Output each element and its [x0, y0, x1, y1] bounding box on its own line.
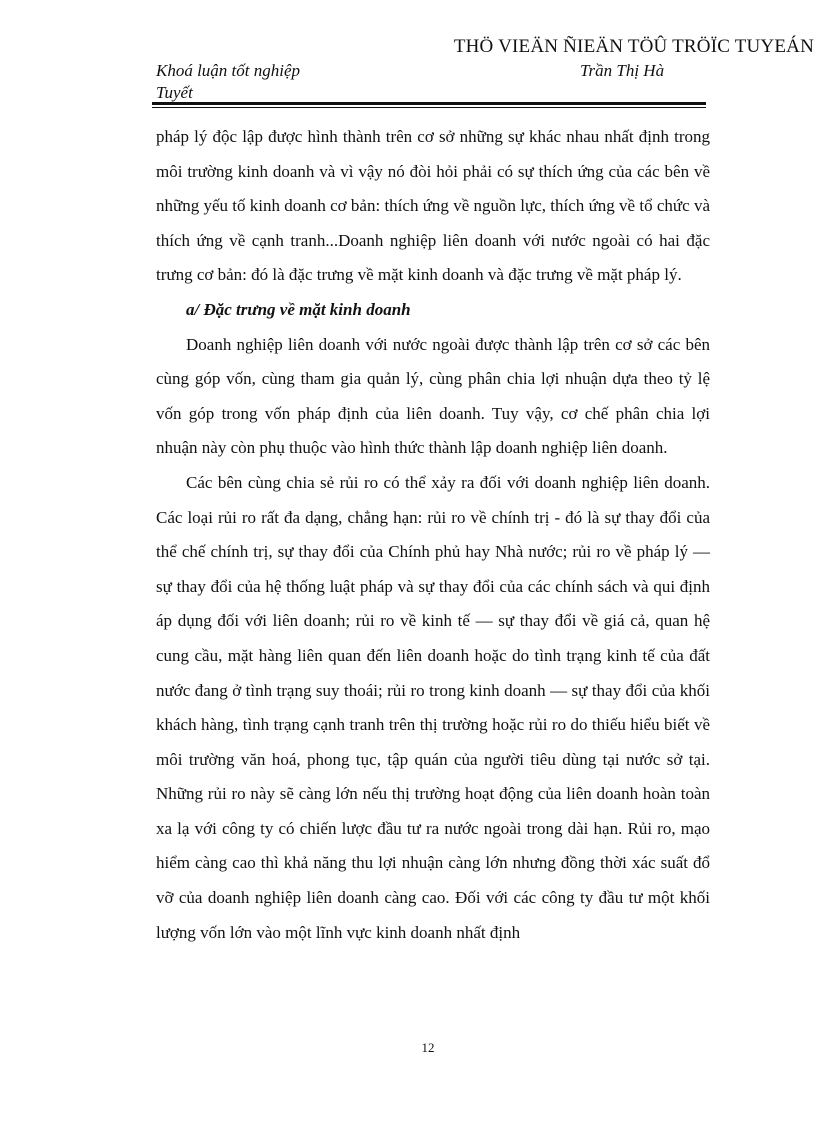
running-header-left	[156, 60, 300, 104]
header-rule-thin	[152, 107, 706, 108]
thesis-title: Khoá luận tốt nghiệp	[156, 61, 301, 80]
paragraph-risk-sharing: Các bên cùng chia sẻ rủi ro có thể xảy ra đối với doanh nghiệp liên doanh. Các loại rủi ro rất đa dạng, chẳng hạn: rủi ro về chính trị - đó là sự thay đổi của thể chế chính trị, sự thay đổi của Chính phủ hay Nhà nước; rủi ro về pháp lý — sự thay đổi của hệ thống luật pháp và sự thay đổi của các chính sách và qui định áp dụng đối với liên doanh; rủi ro về kinh tế — sự thay đổi về giá cả, quan hệ cung cầu, mặt hàng liên quan đến liên doanh hoặc do tình trạng kinh tế của đất nước đang ở tình trạng suy thoái; rủi ro trong kinh doanh — sự thay đổi của khối khách hàng, tình trạng cạnh tranh trên thị trường hoặc rủi ro do thiếu hiểu biết về môi trường văn hoá, phong tục, tập quán của người tiêu dùng tại nước sở tại. Những rủi ro này sẽ càng lớn nếu thị trường hoạt động của liên doanh hoàn toàn xa lạ với công ty có chiến lược đầu tư ra nước ngoài trong dài hạn. Rủi ro, mạo hiểm càng cao thì khả năng thu lợi nhuận càng lớn nhưng đồng thời xác suất đổ vỡ của doanh nghiệp liên doanh càng cao. Đối với các công ty đầu tư một khối lượng vốn lớn vào một lĩnh vực kinh doanh nhất định	[156, 472, 710, 942]
paragraph-continuation: pháp lý độc lập được hình thành trên cơ sở những sự khác nhau nhất định trong môi trường kinh doanh và vì vậy nó đòi hỏi phải có sự thích ứng của các bên về những yếu tố kinh doanh cơ bản: thích ứng về nguồn lực, thích ứng về tổ chức và thích ứng về cạnh tranh...Doanh nghiệp liên doanh với nước ngoài có hai đặc trưng cơ bản: đó là đặc trưng về mặt kinh doanh và đặc trưng về mặt pháp lý.	[156, 127, 710, 285]
header-rule-thick	[152, 102, 706, 105]
section-subheading: a/ Đặc trưng về mặt kinh doanh	[186, 299, 411, 319]
site-watermark: THÖ VIEÄN ÑIEÄN TÖÛ TRÖÏC TUYEÁN	[453, 36, 814, 57]
page-body	[156, 120, 710, 950]
author-name: Trần Thị Hà	[580, 61, 665, 80]
paragraph-business-characteristics: Doanh nghiệp liên doanh với nước ngoài được thành lập trên cơ sở các bên cùng góp vốn, cùng tham gia quản lý, cùng phân chia lợi nhuận dựa theo tỷ lệ vốn góp trong vốn pháp định của liên doanh. Tuy vậy, cơ chế phân chia lợi nhuận này còn phụ thuộc vào hình thức thành lập doanh nghiệp liên doanh.	[156, 334, 710, 458]
author-name-continuation: Tuyết	[156, 83, 193, 102]
page-number: 12	[421, 1040, 435, 1055]
